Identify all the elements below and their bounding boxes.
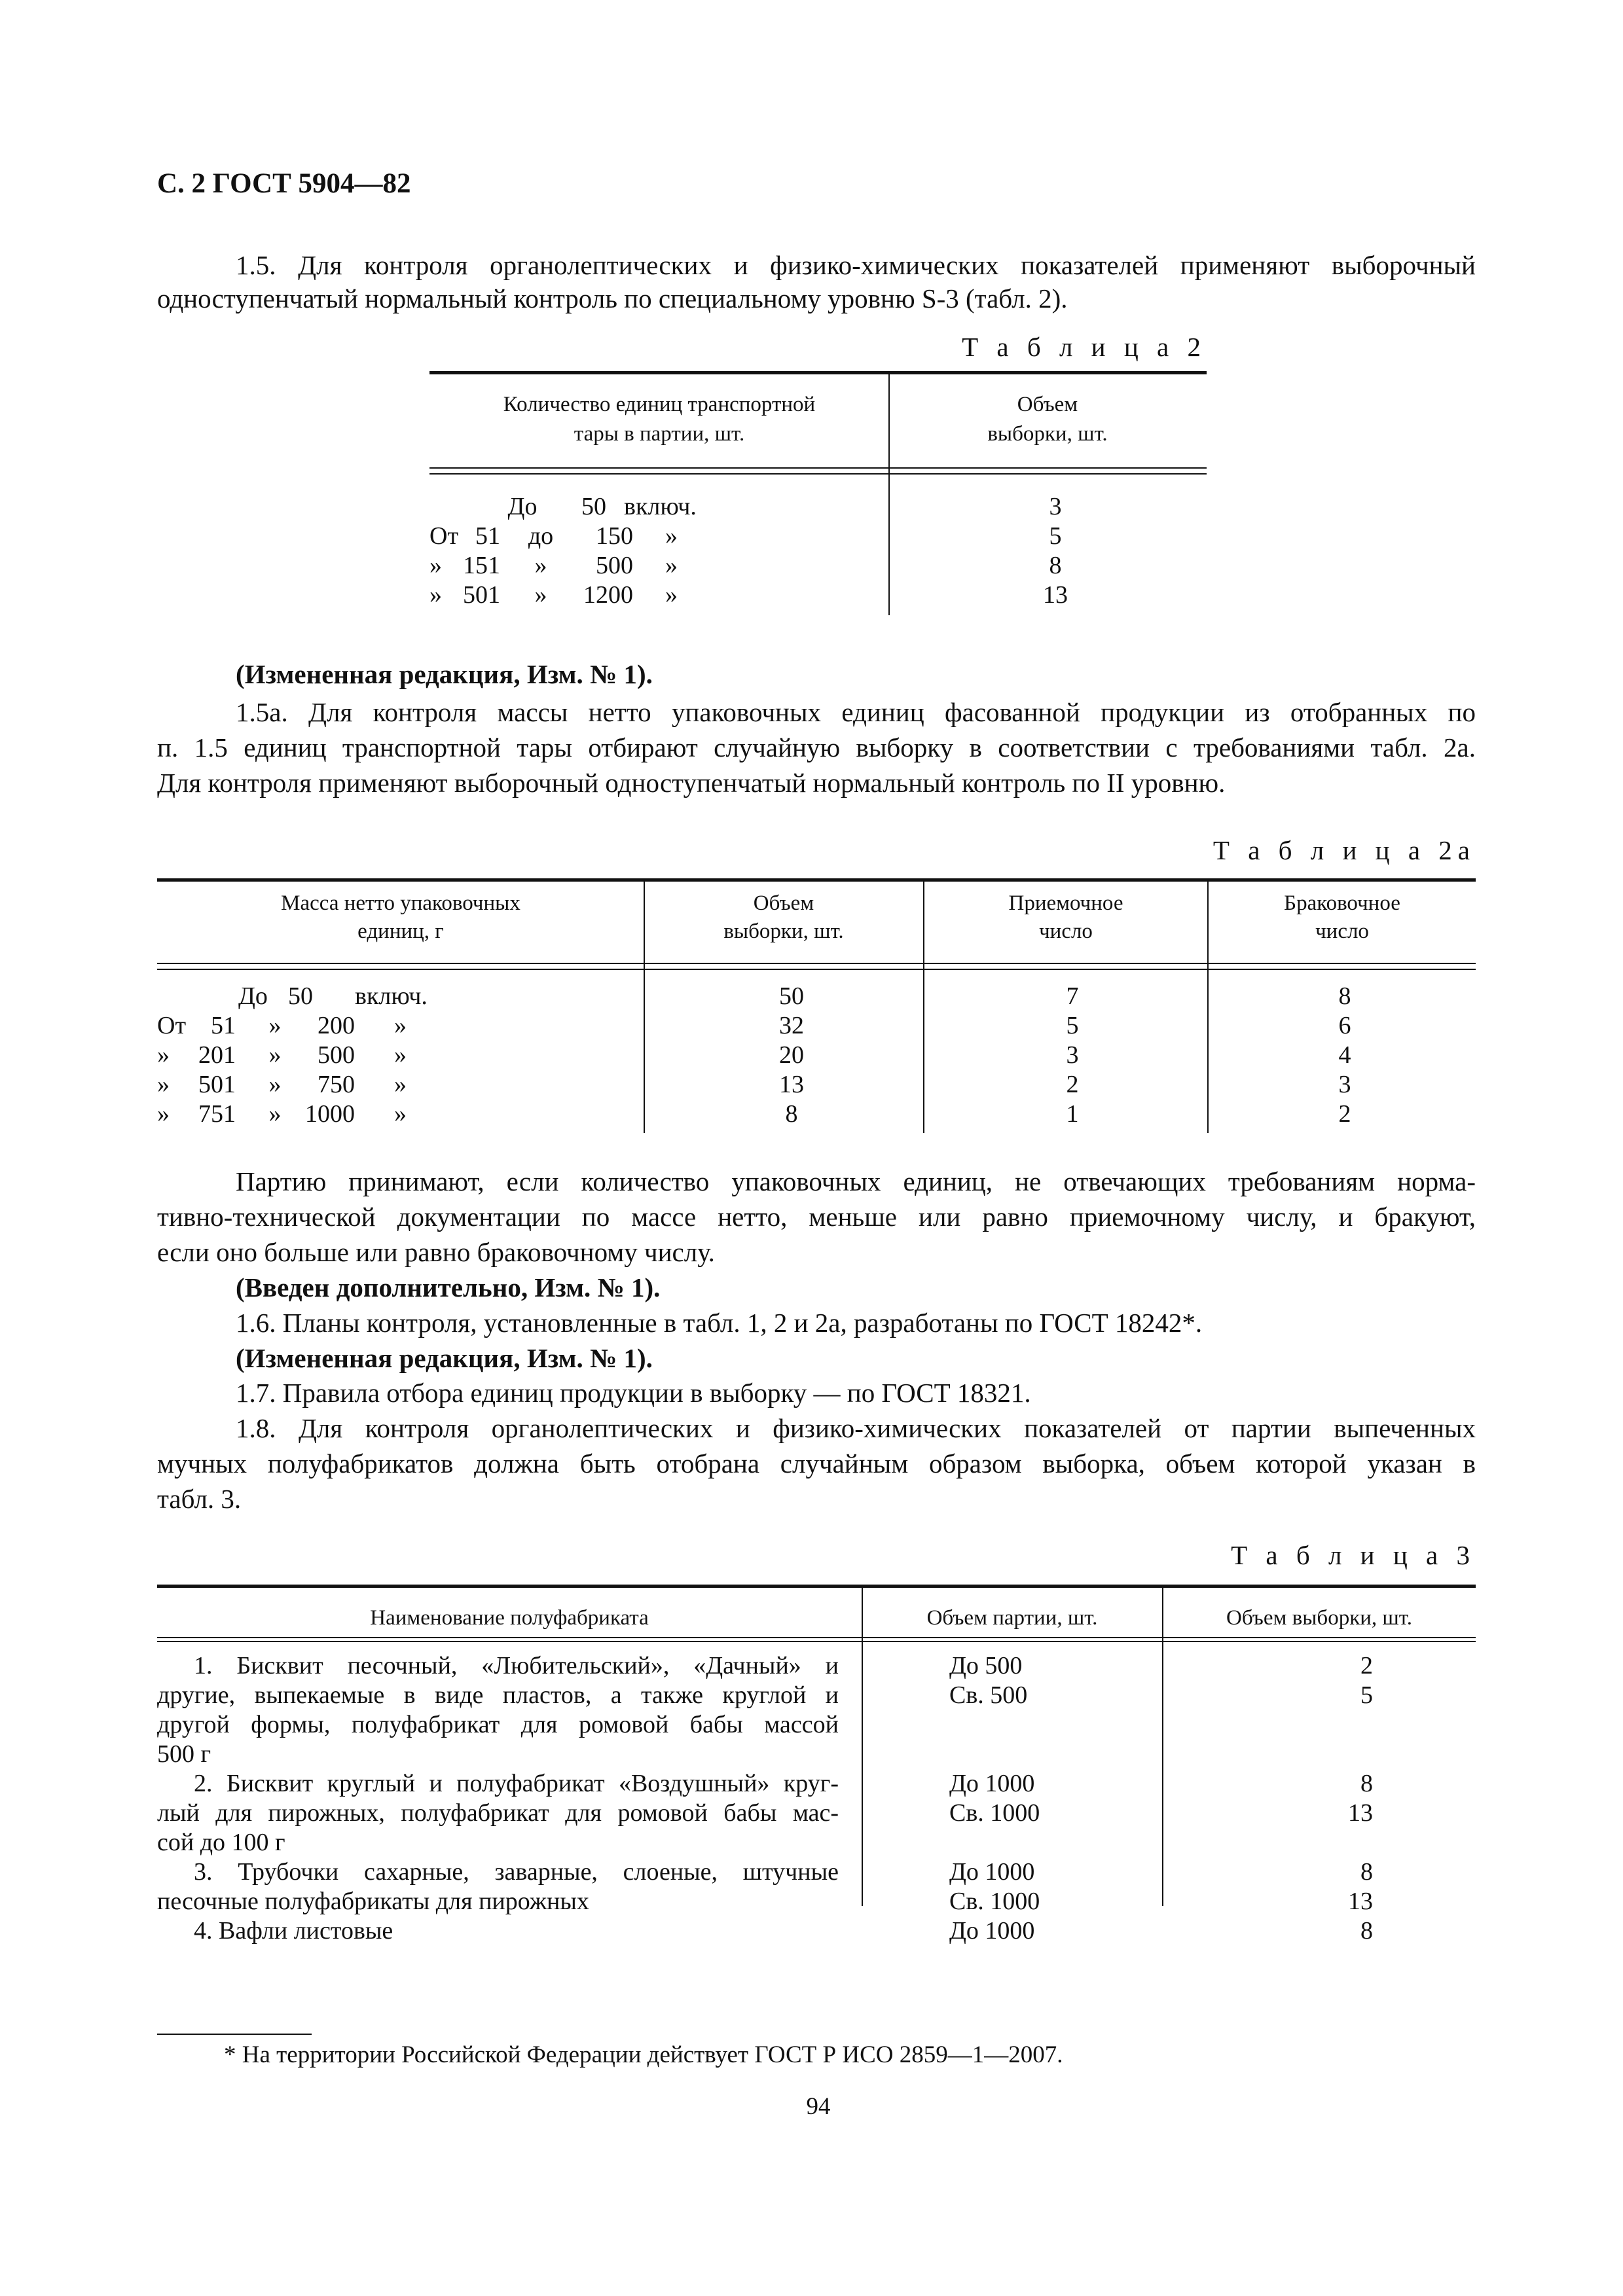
- table-cell-sample: 13: [1348, 1799, 1373, 1827]
- table-cell: до: [528, 522, 554, 550]
- table-header-rule: [157, 969, 1476, 970]
- paragraph-acceptance-line: тивно-технической документации по массе нетто, меньше или равно приемочному числу, и бракуют,: [157, 1202, 1476, 1232]
- table-cell: »: [429, 552, 442, 579]
- table-header: Объем выборки, шт.: [1226, 1606, 1412, 1630]
- table-top-rule: [429, 371, 1207, 374]
- table-cell: 13: [1043, 581, 1068, 609]
- table-header-rule: [429, 467, 1207, 469]
- table-cell-name: другой формы, полуфабрикат для ромовой бабы массой: [157, 1711, 839, 1738]
- table-cell: »: [665, 581, 678, 609]
- table-header: тары в партии, шт.: [574, 422, 745, 446]
- table-cell-sample: 13: [1348, 1888, 1373, 1915]
- table-cell: »: [268, 1071, 282, 1098]
- table-cell: 151: [463, 552, 500, 579]
- table-cell-sample: 5: [1360, 1681, 1373, 1709]
- table-header: Приемочное: [1008, 891, 1123, 915]
- table-cell-lot: Св. 1000: [949, 1799, 1040, 1827]
- table-header: выборки, шт.: [987, 422, 1108, 446]
- table-cell: До: [507, 493, 538, 520]
- table-cell-name: сой до 100 г: [157, 1829, 285, 1856]
- paragraph-1-5a-line: 1.5а. Для контроля массы нетто упаковочных единиц фасованной продукции из отобранных по: [236, 697, 1476, 727]
- table-cell: 1: [1066, 1100, 1079, 1128]
- footnote-separator: [157, 2034, 312, 2035]
- table-cell: 501: [463, 581, 500, 609]
- table-header-rule: [157, 1637, 1476, 1638]
- paragraph-acceptance-line: если оно больше или равно браковочному числу.: [157, 1237, 715, 1267]
- table-cell: »: [157, 1100, 170, 1128]
- table-header-rule: [157, 963, 1476, 964]
- table-cell-lot: До 1000: [949, 1858, 1035, 1886]
- table-cell: 50: [288, 982, 313, 1010]
- amendment-note: (Измененная редакция, Изм. № 1).: [236, 659, 653, 689]
- table-cell: 51: [211, 1012, 236, 1039]
- paragraph-1-5-line: 1.5. Для контроля органолептических и физико-химических показателей применяют выборочный: [236, 250, 1476, 280]
- table-header-rule: [157, 1641, 1476, 1642]
- table-cell: »: [534, 581, 547, 609]
- table-2-label: Т а б л и ц а 2: [962, 332, 1207, 362]
- table-cell-name: песочные полуфабрикаты для пирожных: [157, 1888, 589, 1915]
- table-cell: 200: [318, 1012, 355, 1039]
- table-cell-name: лый для пирожных, полуфабрикат для ромовой бабы мас-: [157, 1799, 839, 1827]
- table-cell-name: 500 г: [157, 1740, 211, 1768]
- paragraph-acceptance-line: Партию принимают, если количество упаковочных единиц, не отвечающих требованиям норма-: [236, 1166, 1476, 1196]
- table-cell: 8: [1338, 982, 1351, 1010]
- table-cell: »: [394, 1071, 407, 1098]
- table-cell: 1000: [305, 1100, 355, 1128]
- table-cell: 50: [581, 493, 606, 520]
- table-cell: 150: [596, 522, 633, 550]
- table-cell: 3: [1066, 1041, 1079, 1069]
- table-header: Объем: [753, 891, 814, 915]
- paragraph-1-8-line: табл. 3.: [157, 1484, 242, 1514]
- table-cell: »: [268, 1041, 282, 1069]
- table-cell: 7: [1066, 982, 1079, 1010]
- table-header: Количество единиц транспортной: [503, 393, 816, 416]
- table-header-rule: [429, 473, 1207, 475]
- table-cell: »: [665, 522, 678, 550]
- footnote: * На территории Российской Федерации действует ГОСТ Р ИСО 2859—1—2007.: [224, 2041, 1063, 2068]
- paragraph-1-8-line: мучных полуфабрикатов должна быть отобрана случайным образом выборка, объем которой указан в: [157, 1448, 1476, 1479]
- table-top-rule: [157, 878, 1476, 882]
- table-cell: »: [157, 1041, 170, 1069]
- table-cell: От: [157, 1012, 187, 1039]
- table-cell: 32: [779, 1012, 804, 1039]
- paragraph-1-6: 1.6. Планы контроля, установленные в табл. 1, 2 и 2а, разработаны по ГОСТ 18242*.: [236, 1308, 1203, 1338]
- table-cell: 6: [1338, 1012, 1351, 1039]
- table-cell: 500: [318, 1041, 355, 1069]
- table-cell: 8: [785, 1100, 798, 1128]
- table-column-divider: [888, 372, 890, 615]
- table-cell: 3: [1049, 493, 1062, 520]
- table-cell: »: [665, 552, 678, 579]
- table-cell: 500: [596, 552, 633, 579]
- table-cell: 3: [1338, 1071, 1351, 1098]
- amendment-note: (Введен дополнительно, Изм. № 1).: [236, 1272, 661, 1302]
- table-cell: »: [534, 552, 547, 579]
- table-cell: 751: [198, 1100, 236, 1128]
- table-cell-lot: Св. 500: [949, 1681, 1028, 1709]
- table-column-divider: [1162, 1586, 1163, 1906]
- table-cell: »: [157, 1071, 170, 1098]
- table-cell: включ.: [624, 493, 697, 520]
- table-cell: До: [238, 982, 268, 1010]
- table-cell: 4: [1338, 1041, 1351, 1069]
- table-cell-sample: 8: [1360, 1858, 1373, 1886]
- paragraph-1-8-line: 1.8. Для контроля органолептических и физико-химических показателей от партии выпеченных: [236, 1413, 1476, 1443]
- table-cell-name: 4. Вафли листовые: [194, 1917, 393, 1945]
- table-cell: »: [394, 1041, 407, 1069]
- table-cell: »: [394, 1100, 407, 1128]
- table-header: Масса нетто упаковочных: [281, 891, 520, 915]
- table-cell: 2: [1066, 1071, 1079, 1098]
- table-column-divider: [644, 880, 645, 1133]
- table-cell: 13: [779, 1071, 804, 1098]
- table-cell: 8: [1049, 552, 1062, 579]
- table-cell: 201: [198, 1041, 236, 1069]
- table-header: Наименование полуфабриката: [370, 1606, 649, 1630]
- table-cell: включ.: [355, 982, 428, 1010]
- page-header: С. 2 ГОСТ 5904—82: [157, 168, 411, 199]
- table-header: Браковочное: [1284, 891, 1400, 915]
- table-2a-label: Т а б л и ц а 2а: [1213, 835, 1476, 865]
- table-cell-lot: До 1000: [949, 1770, 1035, 1797]
- table-cell-name: 2. Бисквит круглый и полуфабрикат «Воздушный» круг-: [194, 1770, 839, 1797]
- table-cell: 5: [1049, 522, 1062, 550]
- table-cell-lot: До 500: [949, 1652, 1023, 1679]
- table-cell: От: [429, 522, 459, 550]
- table-header: Объем: [1017, 393, 1078, 416]
- amendment-note: (Измененная редакция, Изм. № 1).: [236, 1343, 653, 1373]
- table-cell-name: 3. Трубочки сахарные, заварные, слоеные, штучные: [194, 1858, 839, 1886]
- table-cell: 5: [1066, 1012, 1079, 1039]
- table-cell-sample: 8: [1360, 1770, 1373, 1797]
- table-cell: »: [394, 1012, 407, 1039]
- table-cell: »: [268, 1100, 282, 1128]
- table-header: выборки, шт.: [723, 920, 844, 943]
- table-column-divider: [862, 1586, 863, 1906]
- table-header: число: [1315, 920, 1369, 943]
- table-cell-sample: 8: [1360, 1917, 1373, 1945]
- table-cell: 20: [779, 1041, 804, 1069]
- table-cell: »: [429, 581, 442, 609]
- table-column-divider: [923, 880, 924, 1133]
- table-header: число: [1039, 920, 1093, 943]
- table-top-rule: [157, 1585, 1476, 1588]
- table-cell: 2: [1338, 1100, 1351, 1128]
- table-cell: 501: [198, 1071, 236, 1098]
- paragraph-1-7: 1.7. Правила отбора единиц продукции в выборку — по ГОСТ 18321.: [236, 1378, 1031, 1408]
- table-cell: 750: [318, 1071, 355, 1098]
- table-cell-sample: 2: [1360, 1652, 1373, 1679]
- paragraph-1-5a-line: п. 1.5 единиц транспортной тары отбирают случайную выборку в соответствии с требованиями табл. 2а.: [157, 732, 1476, 762]
- table-cell-name: другие, выпекаемые в виде пластов, а также круглой и: [157, 1681, 839, 1709]
- table-cell: 50: [779, 982, 804, 1010]
- paragraph-1-5a-line: Для контроля применяют выборочный одноступенчатый нормальный контроль по II уровню.: [157, 768, 1226, 798]
- table-cell: 51: [475, 522, 500, 550]
- paragraph-1-5-line: одноступенчатый нормальный контроль по специальному уровню S-3 (табл. 2).: [157, 283, 1068, 314]
- table-cell-lot: Св. 1000: [949, 1888, 1040, 1915]
- table-3-label: Т а б л и ц а 3: [1231, 1540, 1476, 1570]
- table-cell: 1200: [583, 581, 633, 609]
- table-header: Объем партии, шт.: [926, 1606, 1098, 1630]
- table-cell-lot: До 1000: [949, 1917, 1035, 1945]
- page-number: 94: [806, 2093, 831, 2120]
- table-header: единиц, г: [357, 920, 444, 943]
- table-cell: »: [268, 1012, 282, 1039]
- table-cell-name: 1. Бисквит песочный, «Любительский», «Дачный» и: [194, 1652, 839, 1679]
- table-column-divider: [1207, 880, 1209, 1133]
